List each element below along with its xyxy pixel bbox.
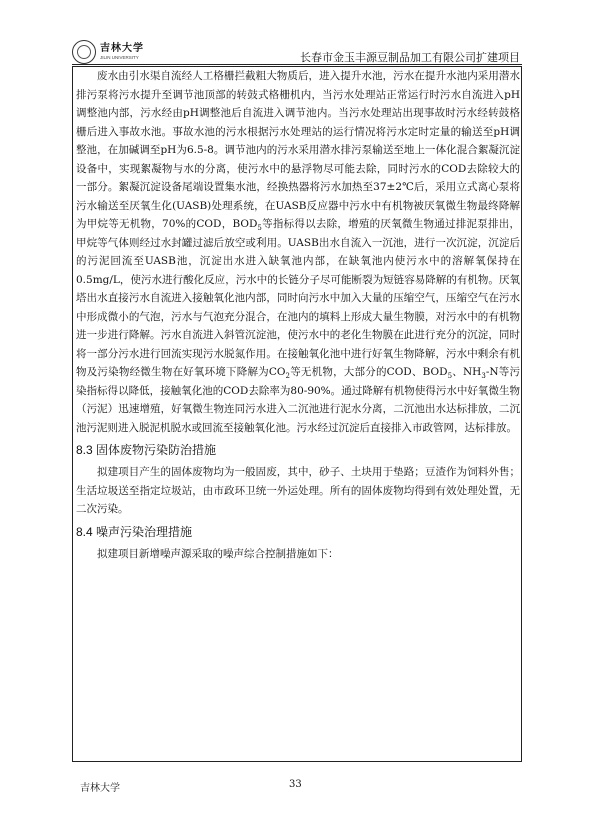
footer-institution: 吉林大学	[80, 783, 120, 794]
project-title: 长春市金玉丰源豆制品加工有限公司扩建项目	[300, 52, 520, 64]
university-logo	[72, 40, 214, 64]
page-content	[76, 67, 520, 563]
logo-text: 吉林大学	[100, 42, 144, 54]
wastewater-process-paragraph: 废水由引水渠自流经人工格栅拦截粗大物质后，进入提升水池，污水在提升水池内采用潜水排污泵将污水提升至调节池顶部的转鼓式格栅机内，当污水处理站正常运行时污水自流进入pH调整池内部，污水经由pH调整池后自流进入调节池内。当污水处理站出现事故时污水经转鼓格栅后进入事故水池。事故水池的污水根据污水处理站的运行情况将污水定时定量的输送至pH调整池，在加碱调至pH为6.5-8。调节池内的污水采用潜水排污泵输送至地上一体化混合絮凝沉淀设备中，实现絮凝物与水的分离，使污水中的悬浮物尽可能去除，同时污水的COD去除较大的一部分。絮凝沉淀设备尾端设置集水池，经换热器将污水加热至37±2℃后，采用立式离心泵将污水输送至厌氧生化(UASB)处理系统，在UASB反应器中污水中有机物被厌氧微生物最终降解为甲烷等无机物，70%的COD，$BOD_5$等指标得以去除，增殖的厌氧微生物通过排泥泵排出，甲烷等气体则经过水封罐过滤后放空或利用。UASB出水自流入一沉池，进行一次沉淀，沉淀后的污泥回流至UASB池，沉淀出水进入缺氧池内部，在缺氧池内使污水中的溶解氧保持在0.5mg/L，使污水进行酸化反应，污水中的长链分子尽可能断裂为短链容易降解的有机物。厌氧塔出水直接污水自流进入接触氧化池内部，同时向污水中加入大量的压缩空气，压缩空气在污水中形成微小的气泡，污水与气泡充分混合，在池内的填料上形成大量生物膜，对污水中的有机物进一步进行降解。污水自流进入斜管沉淀池，使污水中的老化生物膜在此进行充分的沉淀，同时将一部分污水进行回流实现污水脱氮作用。在接触氧化池中进行好氧生物降解，污水中剩余有机物及污染物经微生物在好氧环境下降解为$CO_2$等无机物，大部分的COD、$BOD_5$、$NH_3-N$等污染指标得以降低，接触氧化池的COD去除率为80-90%。通过降解有机物使得污水中好氧微生物（污泥）迅速增殖，好氧微生物连同污水进入二沉池进行泥水分离，二沉池出水达标排放，二沉池污泥则进入脱泥机脱水或回流至接触氧化池。污水经过沉淀后直接排入市政管网，达标排放。	[76, 70, 520, 434]
page-number: 33	[289, 779, 302, 790]
header-rule	[72, 64, 522, 65]
university-seal-icon	[72, 40, 96, 64]
section-heading-8-4: 8.4 噪声污染治理措施	[76, 524, 193, 539]
section-heading-8-3: 8.3 固体废物污染防治措施	[76, 443, 217, 457]
noise-intro-paragraph: 拟建项目新增噪声源采取的噪声综合控制措施如下：	[97, 547, 339, 560]
logo-subtext: JILIN UNIVERSITY	[100, 54, 139, 60]
solid-waste-paragraph: 拟建项目产生的固体废物均为一般固废，其中，砂子、土块用于垫路；豆渣作为饲料外售；生活垃圾送至指定垃圾站，由市政环卫统一外运处理。所有的固体废物均得到有效处理处置，无二次污染。	[76, 466, 520, 515]
